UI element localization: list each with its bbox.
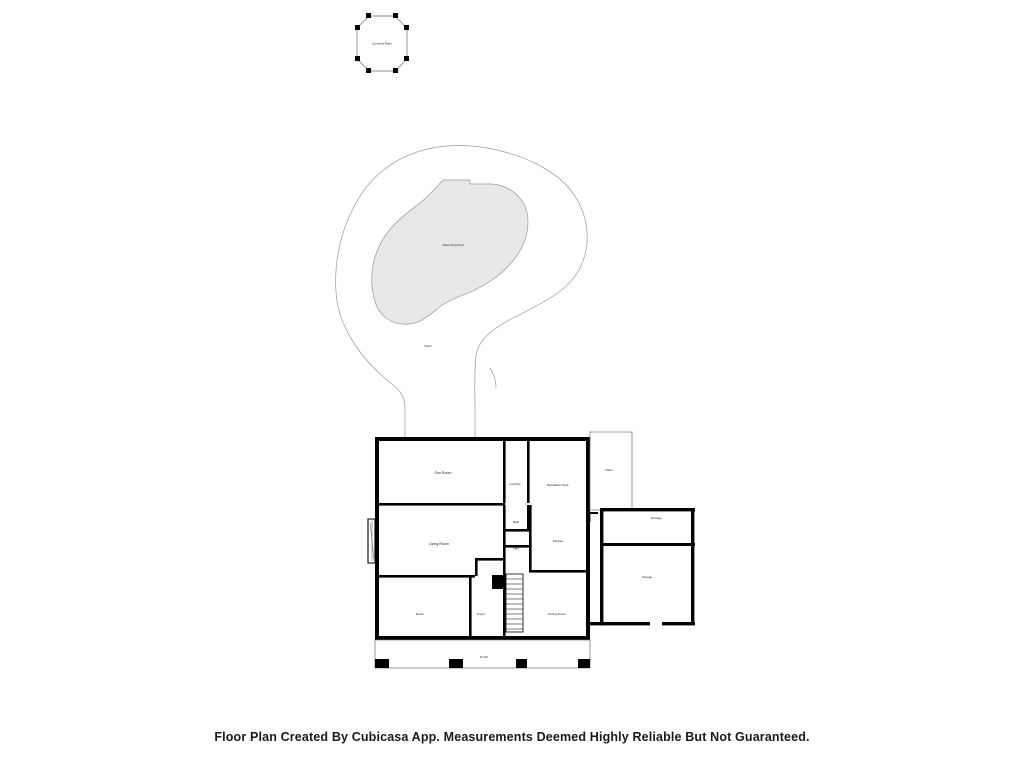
room-label-patio-pool: Patio — [424, 343, 432, 348]
room-label-sun-room: Sun Room — [434, 470, 452, 475]
room-label-bath: Bath — [512, 519, 520, 524]
room-label-hall: Hall — [513, 546, 519, 551]
bay-window — [368, 519, 375, 563]
pool-deck-group — [336, 146, 587, 440]
post-icon — [355, 56, 360, 61]
garage-walls — [590, 543, 695, 625]
porch-post-icon — [449, 659, 463, 668]
room-label-patio-side: Patio — [605, 467, 613, 472]
post-icon — [393, 13, 398, 18]
porch-post-icon — [375, 659, 389, 668]
deck-edge-detail — [490, 368, 496, 388]
porch-group — [375, 640, 590, 668]
storage-walls — [600, 508, 695, 546]
room-label-porch: Porch — [479, 654, 489, 659]
room-label-living-room: Living Room — [429, 541, 449, 546]
porch-post-icon — [578, 659, 590, 668]
room-label-breakfast-nook: Breakfast Nook — [547, 482, 569, 487]
room-label-swimming-pool: Swimming Pool — [442, 242, 464, 247]
room-label-room: Room — [415, 611, 425, 616]
room-label-kitchen: Kitchen — [552, 538, 564, 543]
post-icon — [355, 25, 360, 30]
post-icon — [393, 68, 398, 73]
staircase — [492, 574, 523, 632]
covered-patio-group — [355, 13, 409, 73]
room-label-covered-patio: Covered Patio — [372, 41, 392, 46]
post-icon — [404, 56, 409, 61]
room-label-garage: Garage — [641, 574, 653, 579]
right-wing-group — [588, 432, 695, 625]
room-label-laundry: Laundry — [509, 481, 521, 486]
porch-post-icon — [516, 659, 527, 668]
post-icon — [404, 25, 409, 30]
house-group — [368, 437, 590, 640]
room-label-foyer: Foyer — [477, 611, 485, 616]
post-icon — [366, 13, 371, 18]
room-label-storage: Storage — [650, 515, 662, 520]
post-icon — [366, 68, 371, 73]
plan-caption: Floor Plan Created By Cubicasa App. Measurements Deemed Highly Reliable But Not Guaranteed. — [214, 730, 810, 744]
room-label-dining-room: Dining Room — [548, 611, 566, 616]
